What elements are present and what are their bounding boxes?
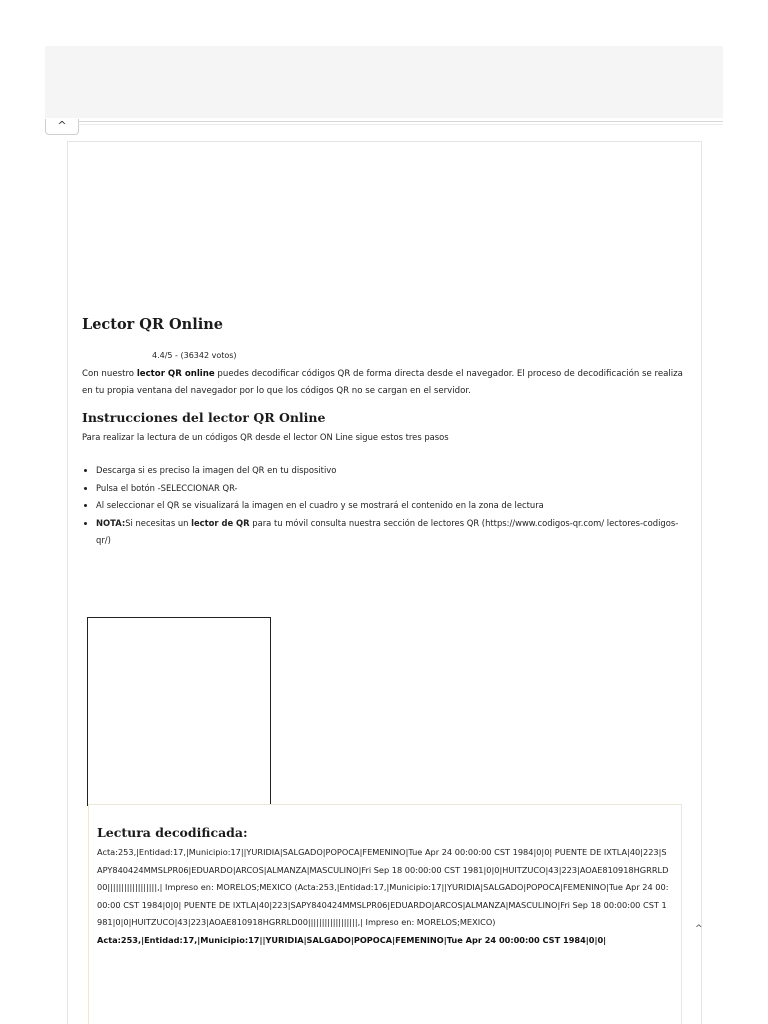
- note-strong: lector de QR: [191, 517, 250, 528]
- reading-text: Acta:253,|Entidad:17,|Municipio:17||YURIDIA|SALGADO|POPOCA|FEMENINO|Tue Apr 24 00:00:00 CST 1984|0|0| PUENTE DE IXTLA|40|223|SAPY840424MMSLPR06|EDUARDO|ARCOS|ALMANZA|MASCULINO|Fri Sep 18 00:00:00 CST 1981|0|0|HUITZUCO|43|223|AOAE810918HGRRLD00||||||||||||||||||,| Impreso en: MORELOS;MEXICO (Acta:253,|Entidad:17,|Municipio:17||YURIDIA|SALGADO|POPOCA|FEMENINO|Tue Apr 24 00:00:00 CST 1984|0|0| PUENTE DE IXTLA|40|223|SAPY840424MMSLPR06|EDUARDO|ARCOS|ALMANZA|MASCULINO|Fri Sep 18 00:00:00 CST 1981|0|0|HUITZUCO|43|223|AOAE810918HGRRLD00||||||||||||||||||,| Impreso en: MORELOS;MEXICO): [97, 847, 669, 927]
- reading-panel: [88, 804, 682, 1024]
- note-label: NOTA:: [96, 517, 126, 528]
- reading-text-bold: Acta:253,|Entidad:17,|Municipio:17||YURIDIA|SALGADO|POPOCA|FEMENINO|Tue Apr 24 00:00:00 CST 1984|0|0|: [97, 934, 607, 945]
- list-item: • Pulsa el botón -SELECCIONAR QR-: [96, 480, 688, 498]
- intro-text-before: Con nuestro: [82, 369, 137, 379]
- note-text-after: para tu móvil consulta nuestra sección de lectores QR (https://www.codigos-qr.com/ lectores-codigos-qr/): [96, 517, 679, 545]
- intro-text-after: puedes decodificar códigos QR de forma directa desde el navegador. El proceso de decodificación se realiza en tu propia ventana del navegador por lo que los códigos QR no se cargan en el servidor.: [82, 369, 683, 396]
- ad-banner-area: [45, 46, 723, 118]
- list-item-note: [96, 515, 688, 550]
- reading-inner: [97, 825, 669, 949]
- instructions-title: Instrucciones del lector QR Online: [82, 410, 326, 425]
- article: [82, 316, 688, 550]
- collapse-button[interactable]: ^: [45, 119, 79, 135]
- header-divider: [78, 121, 723, 122]
- list-item: • Al seleccionar el QR se visualizará la imagen en el cuadro y se mostrará el contenido en la zona de lectura: [96, 497, 688, 515]
- rating-text: 4.4/5 - (36342 votos): [152, 351, 237, 360]
- intro-strong: lector QR online: [136, 369, 215, 379]
- steps-list: [82, 462, 688, 550]
- note-text-before: Si necesitas un: [125, 517, 192, 528]
- scroll-top-button[interactable]: ^: [695, 924, 703, 934]
- page-title: Lector QR Online: [82, 316, 223, 333]
- qr-image-box[interactable]: [87, 617, 271, 806]
- header-divider-shadow: [78, 124, 723, 125]
- reading-title: Lectura decodificada:: [97, 825, 248, 840]
- intro-paragraph: [82, 366, 688, 400]
- instructions-intro: Para realizar la lectura de un códigos QR desde el lector ON Line sigue estos tres pasos: [82, 432, 449, 442]
- list-item: • Descarga si es preciso la imagen del QR en tu dispositivo: [96, 462, 688, 480]
